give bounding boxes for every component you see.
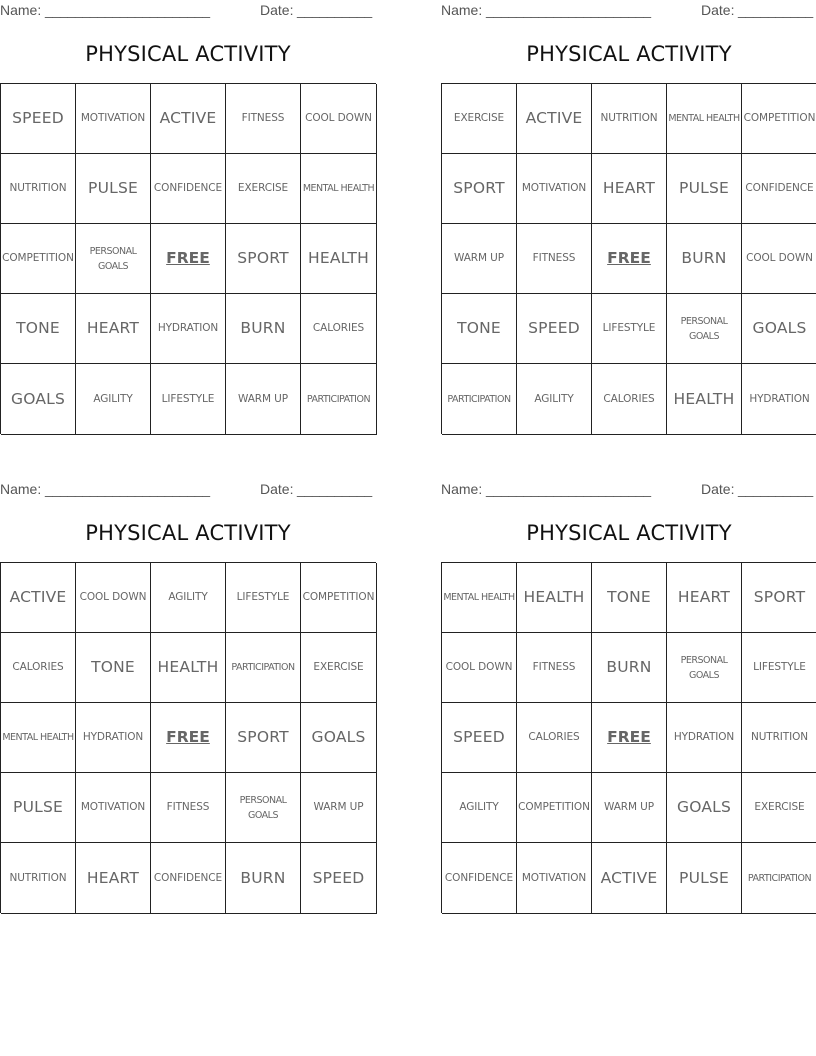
bingo-cell-label: MOTIVATION: [521, 182, 587, 194]
bingo-cell: [742, 773, 816, 843]
bingo-cell: [517, 633, 592, 703]
card-header: [441, 481, 816, 499]
bingo-cell-label: AGILITY: [93, 392, 133, 405]
bingo-cell-label: EXERCISE: [237, 182, 289, 194]
bingo-grid: [441, 562, 816, 913]
bingo-cell-label: HYDRATION: [82, 731, 144, 743]
bingo-cell-label: HEALTH: [157, 658, 219, 676]
bingo-cell: [76, 563, 151, 633]
bingo-cell-label: NUTRITION: [600, 112, 658, 124]
bingo-cell-label: PARTICIPATION: [747, 872, 812, 884]
bingo-cell-label: CALORIES: [603, 392, 655, 405]
bingo-cell: [301, 843, 377, 914]
bingo-cell-label: HYDRATION: [749, 392, 810, 405]
card-title: PHYSICAL ACTIVITY: [526, 42, 732, 66]
bingo-cell: [226, 364, 301, 435]
name-label: Name:: [0, 2, 42, 18]
bingo-cell: [592, 633, 667, 703]
bingo-cell-label: BURN: [681, 249, 727, 267]
bingo-cell-label: BURN: [606, 658, 652, 676]
bingo-cell-label: HEART: [677, 588, 731, 606]
bingo-cell-label: WARM UP: [453, 252, 504, 264]
bingo-cell: [442, 294, 517, 364]
date-field: __________: [738, 481, 813, 497]
bingo-cell-label: NUTRITION: [9, 871, 67, 884]
date-label: Date:: [260, 481, 294, 497]
bingo-cell-label: CONFIDENCE: [153, 182, 223, 194]
bingo-cell: [301, 773, 377, 843]
bingo-cell: [742, 843, 816, 914]
bingo-cell: [301, 224, 377, 294]
bingo-cell: [442, 84, 517, 154]
bingo-cell-label: MOTIVATION: [80, 112, 146, 124]
bingo-cell-label: ACTIVE: [159, 109, 217, 127]
card-header: [441, 2, 816, 20]
bingo-cell-label: SPORT: [237, 249, 289, 267]
bingo-cell-label: PULSE: [679, 868, 729, 887]
bingo-cell: [517, 843, 592, 914]
bingo-cell: [667, 633, 742, 703]
bingo-cell-label: GOALS: [676, 798, 732, 816]
bingo-cell: [226, 84, 301, 154]
bingo-cell-label: FREE: [166, 728, 210, 746]
bingo-cell: [151, 294, 226, 364]
bingo-cell: [517, 154, 592, 224]
bingo-cell: [667, 84, 742, 154]
bingo-cell: [442, 154, 517, 224]
bingo-cell: [742, 294, 816, 364]
bingo-cell: [442, 364, 517, 435]
name-label: Name:: [441, 481, 483, 497]
bingo-cell: [667, 703, 742, 773]
bingo-cell: [442, 773, 517, 843]
bingo-cell-label: AGILITY: [459, 801, 499, 813]
bingo-cell-label: WARM UP: [237, 392, 288, 405]
bingo-cell: [151, 563, 226, 633]
bingo-cell-label: PARTICIPATION: [447, 393, 511, 405]
bingo-cell-label: BURN: [240, 868, 286, 887]
bingo-cell: [742, 703, 816, 773]
bingo-cell-label: AGILITY: [168, 591, 208, 603]
bingo-cell: [76, 294, 151, 364]
bingo-cell: [517, 563, 592, 633]
bingo-cell: [76, 703, 151, 773]
bingo-cell-label: ACTIVE: [525, 109, 583, 127]
bingo-cell: [301, 294, 377, 364]
bingo-cell-label: COOL DOWN: [746, 252, 813, 264]
bingo-cell: [667, 843, 742, 914]
bingo-cell-label: FREE: [607, 728, 651, 746]
bingo-cell-label: PERSONAL GOALS: [239, 794, 287, 821]
bingo-cell: [667, 154, 742, 224]
bingo-cell-label: MENTAL HEALTH: [302, 183, 375, 194]
bingo-cell: [667, 563, 742, 633]
bingo-cell: [667, 773, 742, 843]
bingo-cell: [226, 773, 301, 843]
bingo-cell-label: SPORT: [453, 179, 505, 197]
bingo-cell: [592, 364, 667, 435]
date-field: __________: [297, 481, 372, 497]
bingo-cell-label: CONFIDENCE: [745, 182, 814, 194]
free-space-cell: [592, 224, 667, 294]
bingo-cell-label: CALORIES: [12, 661, 64, 673]
bingo-cell: [592, 563, 667, 633]
date-field: __________: [297, 2, 372, 18]
bingo-cell: [226, 563, 301, 633]
bingo-cell-label: MENTAL HEALTH: [443, 592, 515, 603]
bingo-cell-label: TONE: [607, 588, 651, 606]
name-field: ______________________: [45, 2, 210, 18]
bingo-cell-label: EXERCISE: [754, 801, 805, 813]
bingo-cell-label: CONFIDENCE: [153, 871, 223, 884]
card-header: [0, 481, 376, 499]
bingo-cell: [151, 84, 226, 154]
bingo-cell-label: LIFESTYLE: [753, 661, 806, 673]
bingo-cell-label: TONE: [16, 319, 60, 337]
bingo-cell: [151, 154, 226, 224]
bingo-cell: [226, 294, 301, 364]
bingo-cell: [742, 633, 816, 703]
bingo-cell: [76, 364, 151, 435]
bingo-cell-label: COOL DOWN: [305, 112, 372, 124]
card-title: PHYSICAL ACTIVITY: [526, 521, 732, 545]
bingo-cell-label: LIFESTYLE: [236, 591, 290, 603]
bingo-cell-label: COOL DOWN: [445, 661, 513, 673]
bingo-cell-label: MOTIVATION: [80, 801, 146, 813]
bingo-cell: [442, 224, 517, 294]
bingo-cell-label: FREE: [166, 249, 210, 267]
bingo-cell: [592, 843, 667, 914]
bingo-cell: [442, 703, 517, 773]
bingo-cell-label: COMPETITION: [302, 591, 375, 603]
bingo-cell-label: FITNESS: [532, 661, 576, 673]
bingo-cell: [592, 773, 667, 843]
bingo-cell-label: SPEED: [312, 868, 365, 887]
bingo-cell: [76, 224, 151, 294]
bingo-cell: [226, 703, 301, 773]
bingo-cell: [1, 224, 76, 294]
date-field: __________: [738, 2, 813, 18]
bingo-cell-label: MENTAL HEALTH: [668, 113, 740, 124]
bingo-cell-label: HEART: [86, 868, 140, 887]
bingo-cell: [76, 773, 151, 843]
bingo-cell-label: FITNESS: [241, 112, 285, 124]
bingo-cell-label: WARM UP: [313, 801, 364, 813]
bingo-cell: [517, 773, 592, 843]
bingo-cell-label: EXERCISE: [453, 112, 505, 124]
bingo-cell: [742, 364, 816, 435]
bingo-cell-label: LIFESTYLE: [161, 392, 215, 405]
bingo-cell: [667, 294, 742, 364]
bingo-card-3: [0, 479, 376, 919]
bingo-cell: [517, 84, 592, 154]
bingo-cell-label: LIFESTYLE: [602, 322, 656, 334]
free-space-cell: [151, 703, 226, 773]
bingo-cell-label: PERSONAL GOALS: [89, 245, 137, 272]
bingo-cell-label: SPORT: [237, 728, 289, 746]
bingo-cell-label: PERSONAL GOALS: [680, 654, 728, 681]
bingo-cell: [517, 294, 592, 364]
bingo-cell-label: COMPETITION: [518, 801, 590, 813]
bingo-cell-label: FREE: [607, 249, 651, 267]
bingo-cell: [76, 84, 151, 154]
bingo-cell-label: FITNESS: [166, 801, 210, 813]
bingo-cell-label: HEART: [86, 319, 140, 337]
card-title: PHYSICAL ACTIVITY: [85, 521, 291, 545]
bingo-cell-label: GOALS: [10, 389, 66, 408]
bingo-cell: [442, 563, 517, 633]
date-label: Date:: [260, 2, 294, 18]
bingo-cell-label: MOTIVATION: [521, 871, 587, 884]
bingo-cell-label: HEALTH: [523, 588, 585, 606]
bingo-cell: [226, 154, 301, 224]
bingo-cell-label: MENTAL HEALTH: [2, 732, 74, 743]
bingo-cell-label: TONE: [91, 658, 135, 676]
bingo-cell-label: FITNESS: [532, 252, 576, 264]
bingo-cell-label: PULSE: [88, 179, 138, 197]
name-field: ______________________: [486, 2, 651, 18]
bingo-cell-label: HYDRATION: [673, 731, 735, 743]
bingo-cell-label: COMPETITION: [743, 112, 816, 124]
bingo-cell-label: BURN: [240, 319, 286, 337]
bingo-card-1: [0, 0, 376, 440]
bingo-cell: [517, 364, 592, 435]
bingo-cell-label: SPEED: [453, 728, 505, 746]
bingo-cell-label: SPORT: [753, 588, 806, 606]
bingo-grid: [0, 562, 376, 913]
bingo-cell: [1, 84, 76, 154]
bingo-cell-label: PARTICIPATION: [306, 393, 371, 405]
free-space-cell: [151, 224, 226, 294]
bingo-cell-label: NUTRITION: [9, 182, 67, 194]
bingo-cell: [1, 294, 76, 364]
bingo-cell: [592, 154, 667, 224]
bingo-cell: [742, 84, 816, 154]
name-field: ______________________: [45, 481, 210, 497]
bingo-cell: [76, 154, 151, 224]
bingo-cell: [1, 843, 76, 914]
bingo-cell: [301, 633, 377, 703]
bingo-cell: [1, 364, 76, 435]
bingo-cell: [592, 294, 667, 364]
bingo-cell: [1, 154, 76, 224]
bingo-cell: [442, 633, 517, 703]
name-label: Name:: [441, 2, 483, 18]
bingo-cell-label: HYDRATION: [157, 322, 219, 334]
name-field: ______________________: [486, 481, 651, 497]
bingo-cell: [151, 773, 226, 843]
card-header: [0, 2, 376, 20]
bingo-cell-label: CALORIES: [528, 731, 580, 743]
bingo-cell: [226, 843, 301, 914]
bingo-cell: [742, 224, 816, 294]
bingo-cell-label: NUTRITION: [750, 731, 809, 743]
bingo-cell: [667, 224, 742, 294]
bingo-cell: [442, 843, 517, 914]
bingo-cell-label: SPEED: [528, 319, 580, 337]
bingo-cell-label: COMPETITION: [2, 252, 74, 264]
bingo-cell: [301, 563, 377, 633]
bingo-cell-label: COOL DOWN: [79, 591, 147, 603]
bingo-cell-label: ACTIVE: [9, 588, 67, 606]
bingo-cell: [226, 224, 301, 294]
name-label: Name:: [0, 481, 42, 497]
bingo-cell-label: TONE: [457, 319, 501, 337]
bingo-cell: [301, 364, 377, 435]
card-title: PHYSICAL ACTIVITY: [85, 42, 291, 66]
bingo-cell-label: GOALS: [311, 728, 366, 746]
bingo-cell: [76, 843, 151, 914]
bingo-cell: [517, 703, 592, 773]
bingo-grid: [0, 83, 376, 434]
bingo-cell-label: HEART: [602, 179, 656, 197]
bingo-cell: [1, 633, 76, 703]
bingo-cell: [667, 364, 742, 435]
bingo-cell-label: HEALTH: [673, 389, 735, 408]
bingo-cell: [742, 563, 816, 633]
bingo-card-2: [441, 0, 816, 440]
bingo-cell: [151, 843, 226, 914]
bingo-cell: [592, 84, 667, 154]
bingo-cell-label: CALORIES: [312, 322, 365, 334]
bingo-cell: [76, 633, 151, 703]
bingo-cell: [301, 703, 377, 773]
bingo-cell-label: SPEED: [12, 109, 64, 127]
bingo-card-4: [441, 479, 816, 919]
date-label: Date:: [701, 2, 735, 18]
date-label: Date:: [701, 481, 735, 497]
free-space-cell: [592, 703, 667, 773]
bingo-cell: [1, 563, 76, 633]
bingo-cell: [301, 154, 377, 224]
bingo-cell-label: PARTICIPATION: [231, 662, 295, 673]
bingo-cell-label: AGILITY: [534, 392, 574, 405]
bingo-cell: [1, 773, 76, 843]
bingo-cell: [517, 224, 592, 294]
bingo-cell-label: ACTIVE: [600, 868, 658, 887]
bingo-cell: [151, 633, 226, 703]
bingo-cell: [301, 84, 377, 154]
bingo-cell-label: GOALS: [752, 319, 807, 337]
bingo-cell-label: HEALTH: [308, 249, 369, 267]
bingo-cell-label: PERSONAL GOALS: [680, 315, 728, 342]
bingo-cell: [742, 154, 816, 224]
bingo-cell-label: PULSE: [679, 179, 729, 197]
bingo-cell-label: PULSE: [13, 798, 63, 816]
bingo-grid: [441, 83, 816, 434]
bingo-cell-label: EXERCISE: [313, 661, 364, 673]
bingo-cell-label: CONFIDENCE: [444, 871, 514, 884]
bingo-cell-label: WARM UP: [603, 801, 654, 813]
bingo-cell: [1, 703, 76, 773]
bingo-cell: [151, 364, 226, 435]
bingo-cell: [226, 633, 301, 703]
